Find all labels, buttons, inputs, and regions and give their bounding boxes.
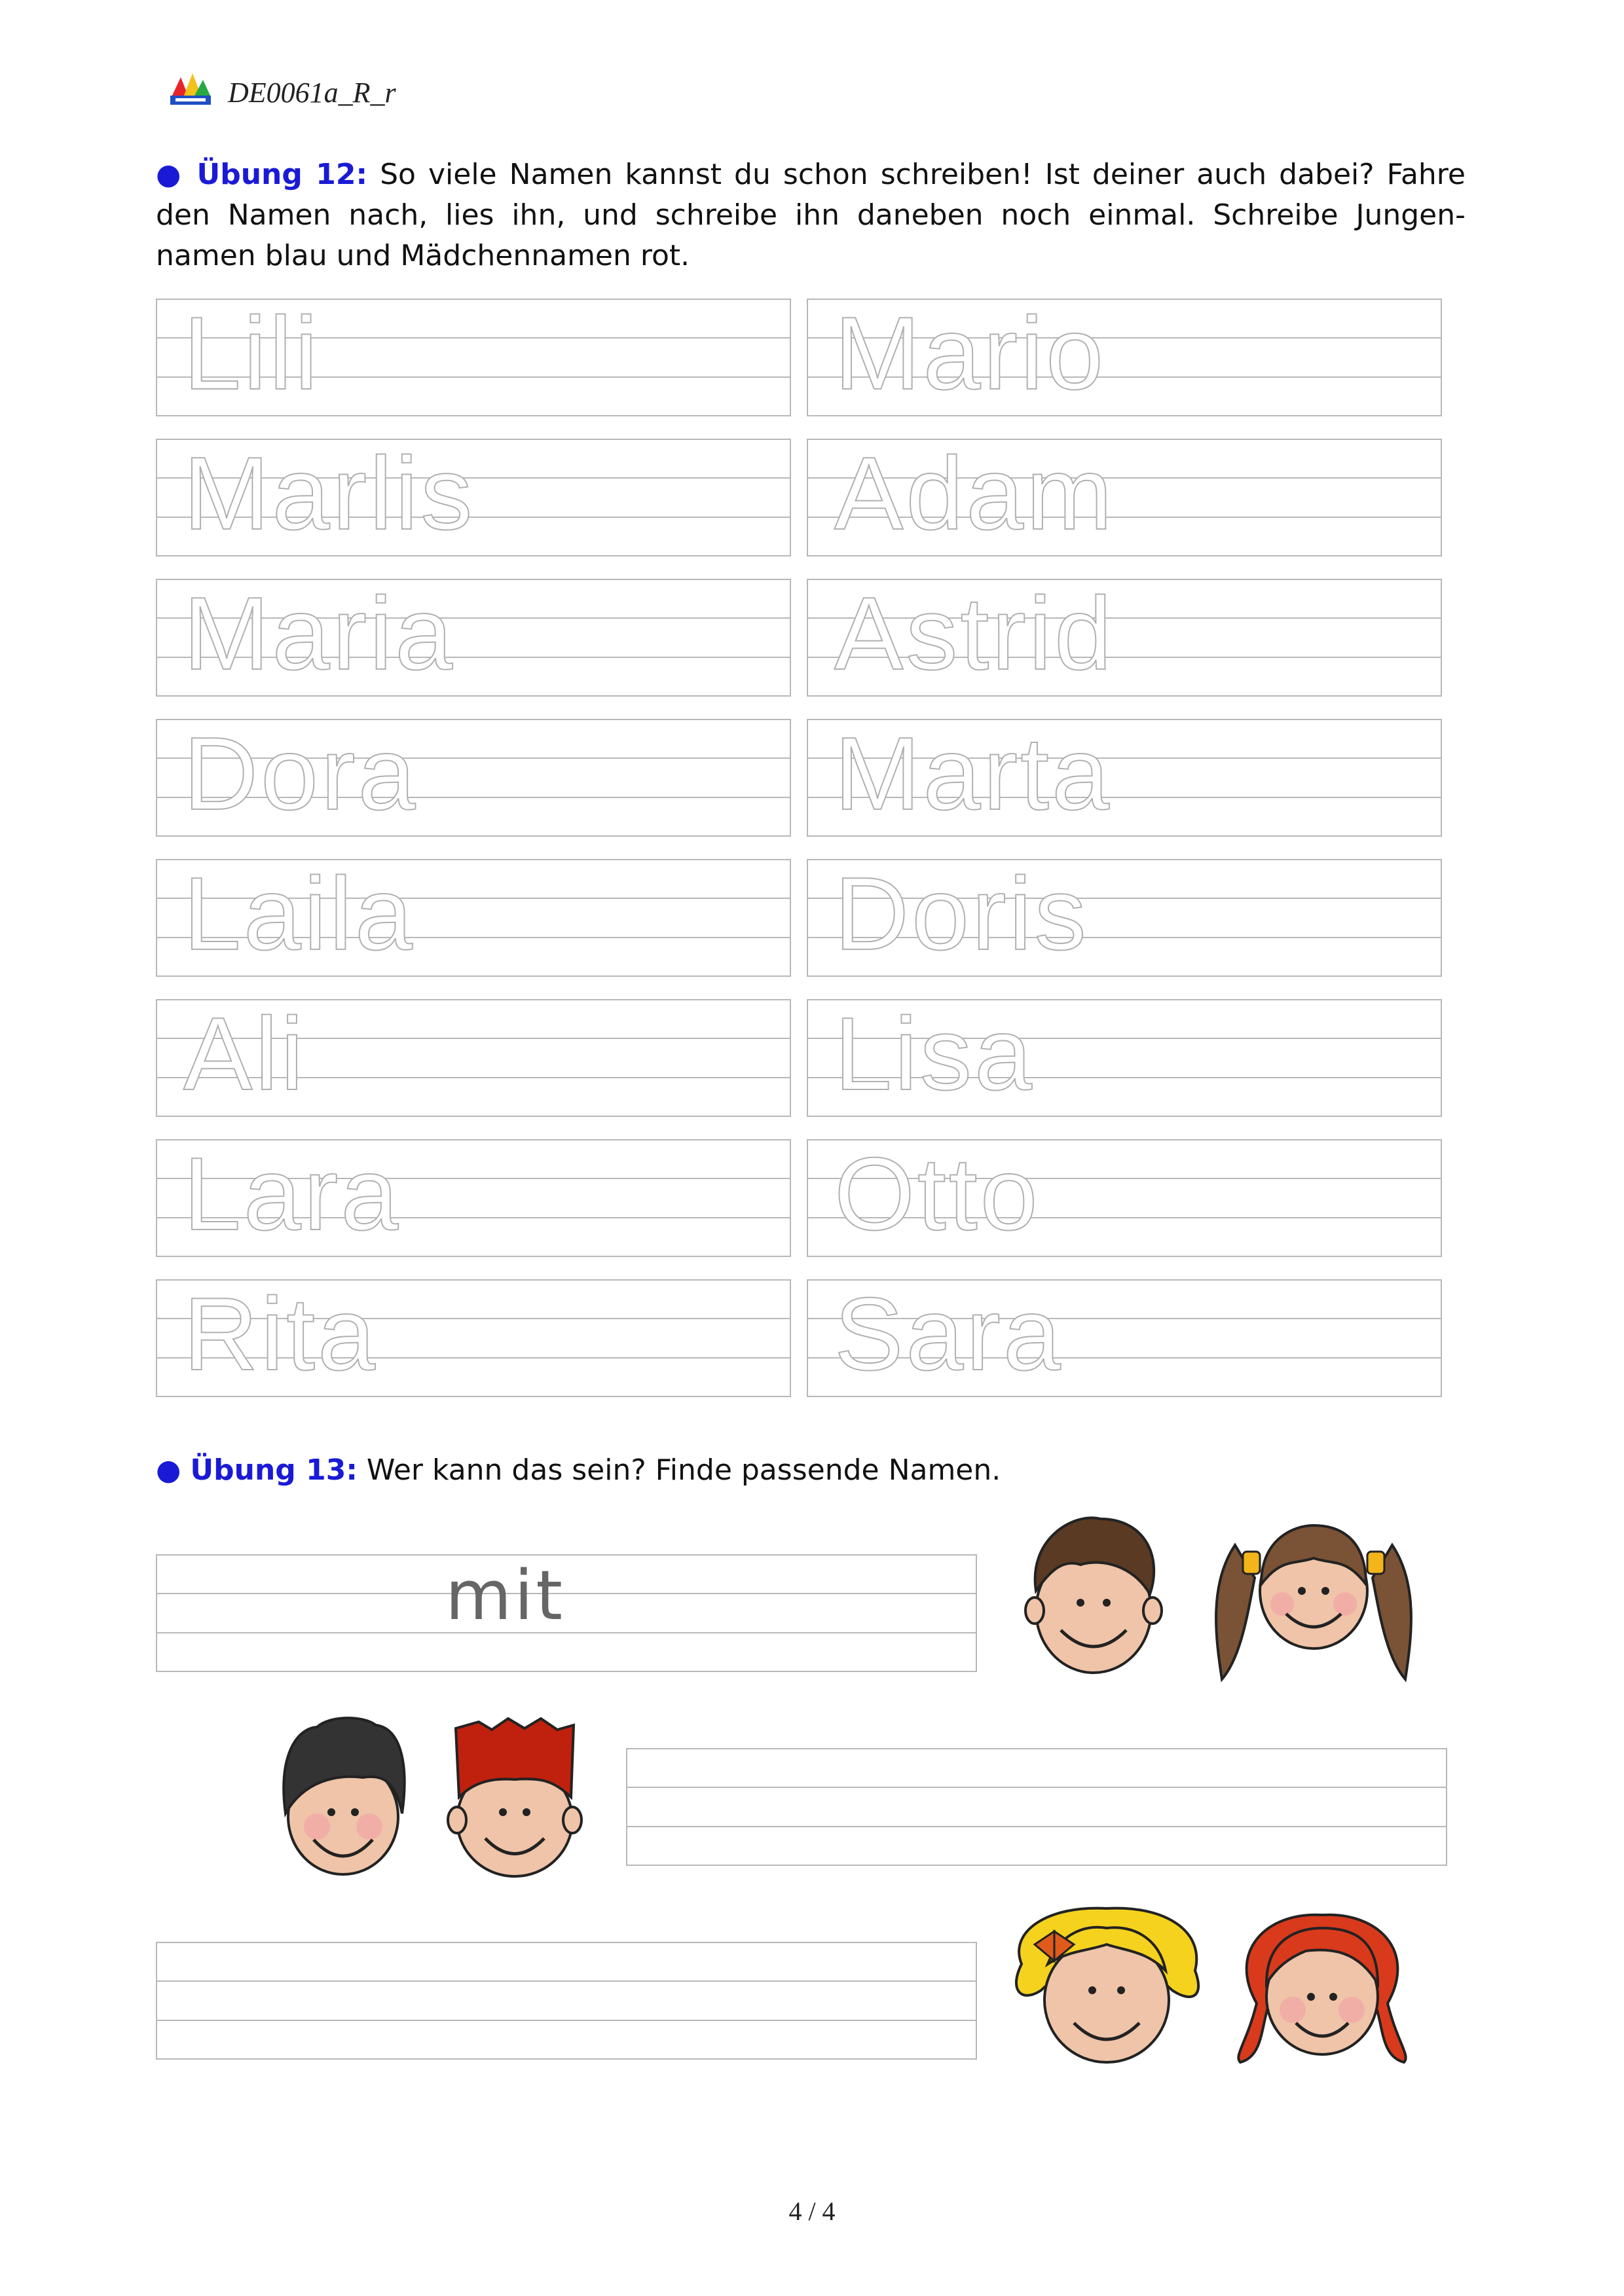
answer-lines-1[interactable] [156, 1554, 977, 1672]
exercise-13-instructions [156, 1450, 1466, 1491]
instruction-line-3: namen blau und Mädchennamen rot. [156, 239, 690, 272]
writing-lines-left-6[interactable] [156, 996, 791, 1117]
tracing-name: Dora [183, 716, 418, 831]
exercise-12-instructions [156, 155, 1466, 276]
writing-lines-left-7[interactable] [156, 1139, 791, 1257]
tracing-name: Lara [183, 1137, 401, 1252]
lernwelt-logo [169, 71, 212, 107]
boy-brown-hair-icon [1022, 1512, 1166, 1676]
tracing-name: Otto [834, 1137, 1041, 1252]
tracing-name: Ali [183, 996, 306, 1112]
instruction-line-1: So viele Namen kannst du schon schreiben! Ist deiner auch dabei? Fahre [380, 158, 1466, 191]
writing-lines-right-1[interactable] [807, 296, 1442, 416]
bullet: ● [156, 1453, 181, 1487]
writing-lines-right-2[interactable] [807, 436, 1442, 556]
answer-lines-3[interactable] [156, 1942, 977, 2060]
writing-lines-right-5[interactable] [807, 856, 1442, 977]
writing-lines-left-2[interactable] [156, 436, 791, 556]
example-word: mit [445, 1556, 565, 1635]
document-code: DE0061a_R_r [228, 77, 396, 109]
writing-lines-right-4[interactable] [807, 716, 1442, 837]
exercise-12-title: Übung 12: [196, 158, 368, 191]
tracing-name: Lili [183, 296, 321, 411]
tracing-name: Lisa [834, 996, 1035, 1112]
boy-black-hair-icon [278, 1715, 409, 1879]
writing-lines-right-3[interactable] [807, 576, 1442, 697]
tracing-name: Sara [834, 1277, 1063, 1392]
girl-blonde-bow-icon [1008, 1905, 1205, 2069]
writing-lines-left-8[interactable] [156, 1279, 791, 1397]
answer-lines-2[interactable] [626, 1748, 1447, 1866]
tracing-name: Mario [834, 296, 1107, 411]
exercise-13-text: Wer kann das sein? Finde passende Namen. [366, 1453, 1001, 1487]
writing-lines-left-5[interactable] [156, 856, 791, 977]
tracing-name: Maria [183, 576, 456, 691]
tracing-name: Laila [183, 856, 415, 972]
writing-lines-left-4[interactable] [156, 716, 791, 837]
writing-lines-right-7[interactable] [807, 1139, 1442, 1257]
page-number: 4 / 4 [788, 2196, 836, 2226]
tracing-name: Marta [834, 716, 1112, 831]
tracing-name: Astrid [834, 576, 1115, 691]
writing-lines-left-3[interactable] [156, 576, 791, 697]
writing-lines-left-1[interactable] [156, 296, 791, 416]
tracing-name: Marlis [183, 436, 475, 551]
bullet: ● [156, 158, 185, 191]
writing-lines-right-6[interactable] [807, 996, 1442, 1117]
girl-red-hair-icon [1227, 1912, 1417, 2069]
exercise-13-title: Übung 13: [190, 1453, 358, 1487]
writing-lines-right-8[interactable] [807, 1279, 1442, 1397]
girl-pigtails-icon [1209, 1506, 1418, 1683]
tracing-name: Adam [834, 436, 1115, 551]
tracing-name: Rita [183, 1277, 378, 1392]
instruction-line-2: den Namen nach, lies ihn, und schreibe ihn daneben noch einmal. Schreibe Jungen- [156, 198, 1466, 232]
tracing-name: Doris [834, 856, 1089, 972]
boy-red-hair-icon [443, 1715, 587, 1879]
